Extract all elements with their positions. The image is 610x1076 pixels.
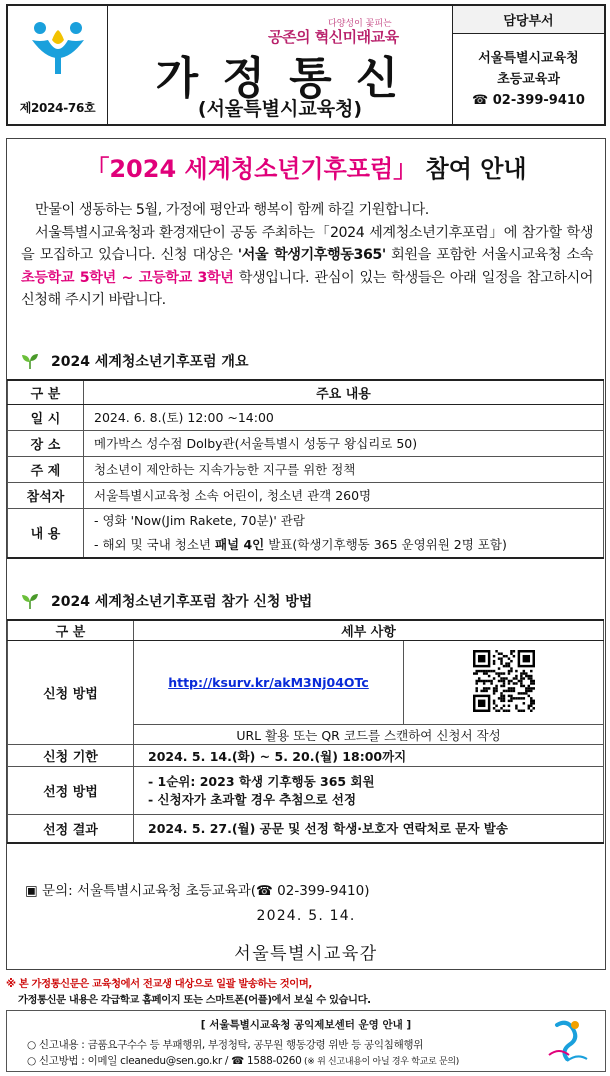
qr-code-icon[interactable] [473,650,535,712]
content-line-2-b: 발표(학생기후행동 365 운영위원 2명 포함) [264,536,507,552]
intro-text-a: 서울특별시교육청과 환경재단이 공동 주최하는「2024 세계청소년기후포럼」에 참가할 학생을 모집하고 있습니다. 신청 대상은 [21,224,593,264]
issue-number: 제2024-76호 [19,101,96,115]
apply-link-cell [134,641,404,725]
letter-body [6,138,606,970]
seoul-education-logo-icon [28,18,88,78]
intro-text-bold: '서울 학생기후행동365' [237,247,386,264]
apply-note: URL 활용 또는 QR 코드를 스캔하여 신청서 작성 [134,725,604,745]
footer-line-2-main: ○ 신고방법 : 이메일 cleanedu@sen.go.kr / ☎ 1588-0260 [27,1055,302,1067]
forum-overview-table [7,379,604,559]
row-key-result: 선정 결과 [8,815,134,843]
col-value-header: 세부 사항 [134,620,604,641]
row-value-date: 2024. 6. 8.(토) 12:00 ~14:00 [84,404,604,430]
sprout-icon [21,593,39,609]
table-header-row [8,380,604,404]
department-phone: ☎ 02-399-9410 [472,92,585,108]
row-value-topic: 청소년이 제안하는 지속가능한 지구를 위한 정책 [84,456,604,482]
row-key-place: 장 소 [8,430,84,456]
intro-text [21,199,593,312]
department-office: 서울특별시교육청 [478,50,579,66]
table-row [8,404,604,430]
table-row [8,767,604,815]
row-key-apply: 신청 방법 [8,641,134,745]
slogan-small: 다양성이 꽃피는 [328,19,392,29]
department-box [452,6,604,124]
section1-title: 2024 세계청소년기후포럼 개요 [51,354,249,370]
table-row [8,508,604,558]
content-line-2-bold: 패널 4인 [214,536,265,552]
table-row [8,641,604,725]
intro-paragraph-2 [21,222,593,312]
header-title-area [108,6,452,124]
department-info [453,34,604,124]
issue-date: 2024. 5. 14. [256,908,356,924]
section2-heading [21,591,312,611]
footer-line-2-note: (※ 위 신고내용이 아닐 경우 학교로 문의) [301,1057,460,1067]
row-value-deadline: 2024. 5. 14.(화) ~ 5. 20.(월) 18:00까지 [134,745,604,767]
slogan: 공존의 혁신미래교육 [268,28,399,46]
letter-title-highlight: 「2024 세계청소년기후포럼」 [85,155,418,183]
distribution-notice [6,976,371,1008]
content-line-2-a: - 해외 및 국내 청소년 [94,536,215,552]
integrity-mascot-icon [543,1017,591,1065]
apply-link[interactable]: http://ksurv.kr/akM3Nj04OTc [168,675,369,690]
intro-text-c: 학생입니다. 관심이 있는 학생들은 아래 일정을 참고하시어 신청해 주시기 바랍니다. [21,269,593,309]
application-table [7,619,604,844]
table-row [8,430,604,456]
row-key-date: 일 시 [8,404,84,430]
department-label: 담당부서 [453,6,604,34]
row-key-attendees: 참석자 [8,482,84,508]
row-key-deadline: 신청 기한 [8,745,134,767]
contact-info: ▣ 문의: 서울특별시교육청 초등교육과(☎ 02-399-9410) [25,883,370,899]
row-key-selection: 선정 방법 [8,767,134,815]
table-row [8,456,604,482]
letter-title-rest: 참여 안내 [417,155,527,183]
row-value-selection [134,767,604,815]
table-row [8,745,604,767]
row-value-content [84,508,604,558]
col-key-header: 구 분 [8,620,134,641]
col-value-header: 주요 내용 [84,380,604,404]
intro-paragraph-1: 만물이 생동하는 5월, 가정에 평안과 행복이 함께 하길 기원합니다. [35,202,429,218]
footer-heading: [ 서울특별시교육청 공익제보센터 운영 안내 ] [200,1019,412,1031]
section2-title: 2024 세계청소년기후포럼 참가 신청 방법 [51,594,313,610]
notice-line-1: ※ 본 가정통신문은 교육청에서 전교생 대상으로 일괄 발송하는 것이며, [6,978,312,990]
selection-line-1: - 1순위: 2023 학생 기후행동 365 회원 [148,773,375,789]
intro-text-target: 초등학교 5학년 ~ 고등학교 3학년 [21,269,234,286]
section1-heading [21,351,248,371]
signature: 서울특별시교육감 [234,944,378,964]
header-left [8,6,108,124]
sprout-icon [21,353,39,369]
col-key-header: 구 분 [8,380,84,404]
footer-line-2 [27,1053,459,1068]
newsletter-subtitle: (서울특별시교육청) [197,98,363,120]
table-header-row [8,620,604,641]
table-row [8,815,604,843]
footer-line-1: ○ 신고내용 : 금품요구수수 등 부패행위, 부정청탁, 공무원 행동강령 위반 등 공익침해행위 [27,1039,424,1051]
row-key-topic: 주 제 [8,456,84,482]
whistleblower-footer [6,1010,606,1072]
row-value-attendees: 서울특별시교육청 소속 어린이, 청소년 관객 260명 [84,482,604,508]
qr-cell [404,641,604,725]
row-value-place: 메가박스 성수점 Dolby관(서울특별시 성동구 왕십리로 50) [84,430,604,456]
content-line-1: - 영화 'Now(Jim Rakete, 70분)' 관람 [94,512,305,528]
table-row [8,482,604,508]
notice-line-2: 가정통신문 내용은 각급학교 홈페이지 또는 스마트폰(어플)에서 보실 수 있습니다. [18,994,371,1006]
letter-title [7,149,605,184]
newsletter-title: 가 정 통 신 [155,54,405,103]
content-line-2 [94,533,603,557]
row-key-content: 내 용 [8,508,84,558]
row-value-result: 2024. 5. 27.(월) 공문 및 선정 학생·보호자 연락처로 문자 발송 [134,815,604,843]
intro-text-b: 회원을 포함한 서울시교육청 소속 [385,247,593,264]
department-division: 초등교육과 [497,71,560,87]
newsletter-header [6,4,606,126]
selection-line-2: - 신청자가 초과할 경우 추첨으로 선정 [148,791,357,807]
